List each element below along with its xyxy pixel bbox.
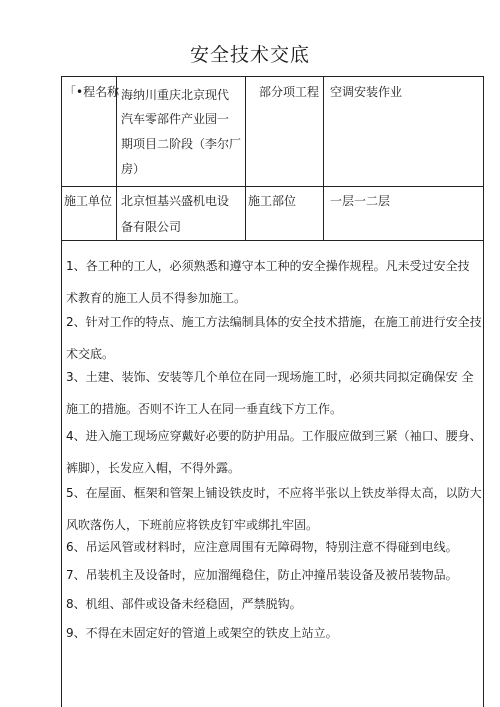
contractor-label: 施工单位 — [64, 194, 113, 208]
safety-item-line: 术交底。 — [66, 347, 115, 361]
project-name-value-line: 房） — [121, 162, 146, 176]
safety-item-line: 5、在屋面、框架和管架上铺设铁皮时，不应将半张以上铁皮举得太高，以防大 — [66, 486, 482, 500]
safety-item-5 — [66, 482, 486, 536]
safety-item-6 — [66, 536, 486, 558]
safety-item-line: 施工的措施。否则不许工人在同一垂直线下方工作。 — [66, 402, 343, 416]
safety-item-3 — [66, 366, 486, 420]
page-title: 安全技术交底 — [189, 44, 310, 66]
safety-item-line: 1、各工种的工人，必须熟悉和遵守本工种的安全操作规程。凡未受过安全技 — [66, 259, 470, 273]
safety-item-2 — [66, 311, 486, 365]
safety-item-line: 9、不得在未固定好的管道上或架空的铁皮上站立。 — [66, 626, 338, 640]
safety-item-line: 6、吊运风管或材料时，应注意周围有无障碍物，特别注意不得碰到电线。 — [66, 540, 458, 554]
table-divider — [61, 240, 484, 241]
safety-item-line: 裤脚），长发应入帽，不得外露。 — [66, 461, 241, 475]
safety-item-9 — [66, 622, 486, 644]
safety-item-line: 7、吊装机主及设备时，应加溜绳稳住，防止冲撞吊装设备及被吊装物品。 — [66, 568, 458, 582]
safety-item-line: 3、土建、装饰、安装等几个单位在同一现场施工时，必须共同拟定确保安 全 — [66, 370, 474, 384]
project-name-value-line: 汽车零部件产业园一 — [121, 112, 230, 126]
subproject-label: 部分项工程 — [259, 85, 320, 99]
safety-item-1 — [66, 255, 486, 309]
location-value: 一层一二层 — [330, 194, 391, 208]
table-divider — [61, 186, 484, 187]
table-divider — [245, 76, 246, 240]
safety-item-8 — [66, 593, 486, 615]
contractor-value-line: 备有限公司 — [121, 220, 182, 234]
safety-item-4 — [66, 425, 486, 479]
safety-item-line: 风吹落伤人，下班前应将铁皮钉牢或绑扎牢固。 — [66, 518, 319, 532]
safety-item-7 — [66, 564, 486, 586]
table-divider — [323, 76, 324, 240]
safety-item-line: 4、进入施工现场应穿戴好必要的防护用品。工作服应做到三紧（袖口、腰身、 — [66, 429, 482, 443]
project-name-value-line: 海纳川重庆北京现代 — [121, 88, 230, 102]
project-name-label: 「•程名称 — [64, 85, 120, 99]
subproject-value: 空调安装作业 — [330, 85, 403, 99]
safety-item-line: 术教育的施工人员不得参加施工。 — [66, 291, 247, 305]
safety-item-line: 8、机组、部件或设备未经稳固，严禁脱钩。 — [66, 597, 302, 611]
location-label: 施工部位 — [248, 194, 297, 208]
safety-item-line: 2、针对工作的特点、施工方法编制具体的安全技术措施，在施工前进行安全技 — [66, 315, 482, 329]
contractor-value-line: 北京恒基兴盛机电设 — [121, 194, 230, 208]
project-name-value-line: 期项目二阶段（李尔厂 — [121, 137, 242, 151]
